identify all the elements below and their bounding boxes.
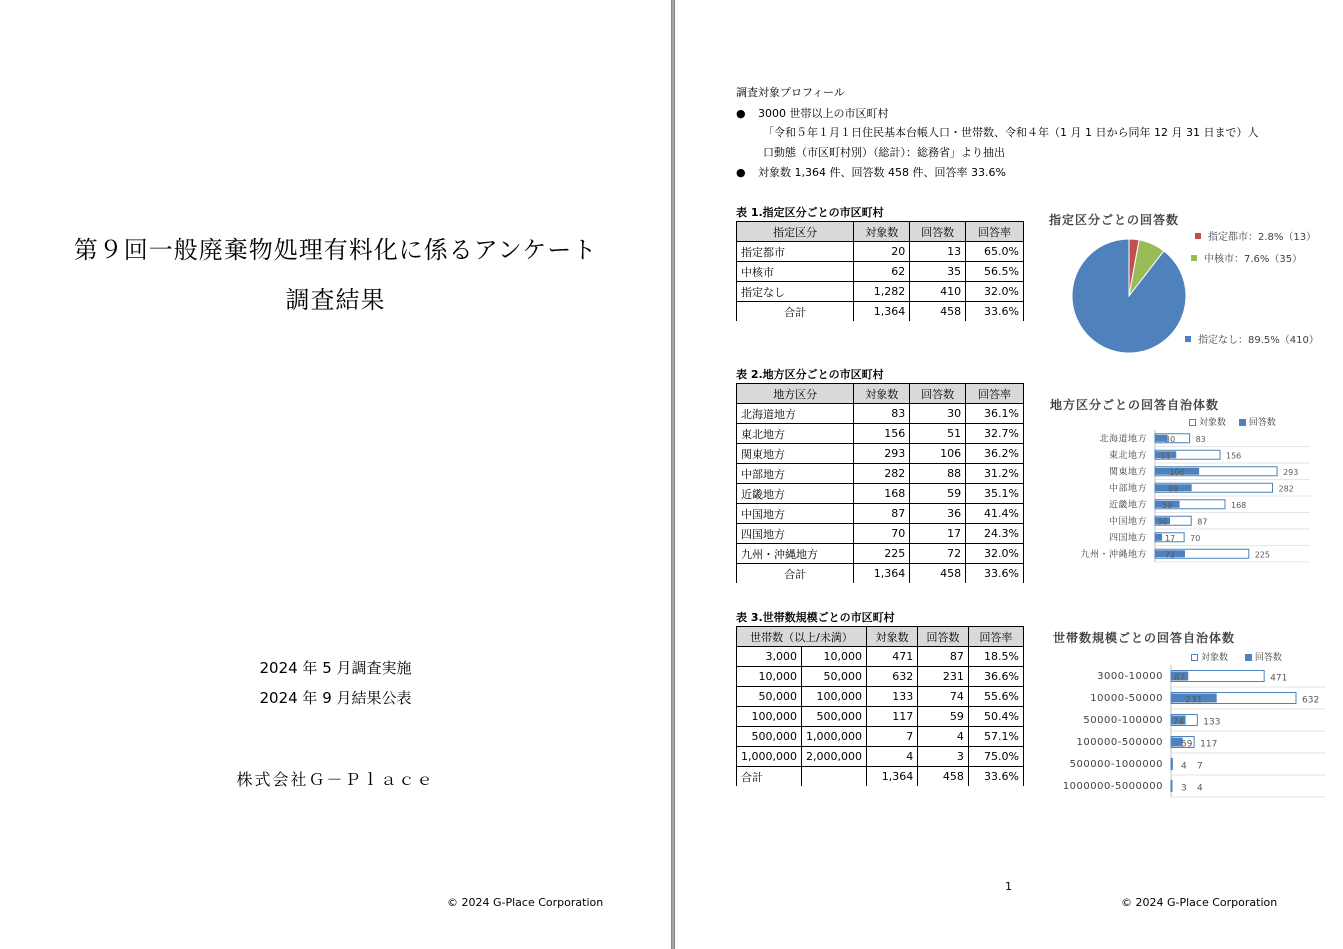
bar-answer-label: 72	[1164, 550, 1176, 560]
chart-category-label: 北海道地方	[1099, 434, 1147, 445]
bar-target-label: 117	[1200, 739, 1218, 750]
table-header: 回答率	[966, 384, 1024, 404]
table-cell: 1,000,000	[801, 727, 866, 747]
chart-category-label: 10000-50000	[1090, 693, 1163, 704]
table-cell: 133	[866, 687, 917, 707]
table-cell: 231	[918, 667, 969, 687]
bar-target-label: 83	[1195, 434, 1206, 444]
table-cell: 4	[918, 727, 969, 747]
table-cell: 1,000,000	[737, 747, 802, 767]
chart-category-label: 中国地方	[1108, 516, 1147, 527]
household-chart-legend	[1191, 650, 1282, 663]
table-cell: 33.6%	[966, 564, 1024, 584]
table-cell: 55.6%	[968, 687, 1023, 707]
table-cell: 56.5%	[966, 262, 1024, 282]
table-cell: 50,000	[801, 667, 866, 687]
bar-target-label: 70	[1190, 533, 1201, 543]
household-bar-chart	[1037, 665, 1337, 801]
pie-chart	[1045, 228, 1340, 363]
table-cell: 北海道地方	[737, 404, 854, 424]
bar-target-label: 87	[1197, 517, 1208, 527]
bar-answer-label: 88	[1168, 484, 1179, 494]
table-cell: 156	[854, 424, 910, 444]
table-cell: 20	[854, 242, 910, 262]
table-cell: 87	[854, 504, 910, 524]
table-header: 対象数	[854, 384, 910, 404]
table-row	[737, 504, 1024, 524]
bar-target-label: 7	[1197, 761, 1203, 772]
table-cell: 4	[866, 747, 917, 767]
table-cell: 50,000	[737, 687, 802, 707]
table-cell: 九州・沖縄地方	[737, 544, 854, 564]
region-chart-legend	[1189, 415, 1276, 428]
bar-answer-label: 231	[1185, 695, 1203, 706]
table2-caption: 表 2.地方区分ごとの市区町村	[736, 368, 884, 381]
legend-target-label: 対象数	[1199, 418, 1227, 428]
bar-answer-label: 3	[1181, 783, 1187, 794]
table-cell: 3,000	[737, 647, 802, 667]
table-cell: 17	[910, 524, 966, 544]
legend-answer-swatch	[1245, 654, 1252, 661]
bar-target-label: 282	[1278, 484, 1294, 494]
profile-source-line1: 「令和５年１月１日住民基本台帳人口・世帯数、令和４年（1 月 1 日から同年 12 月 31 日まで）人	[763, 126, 1259, 139]
table-cell: 3	[918, 747, 969, 767]
table-header: 対象数	[854, 222, 910, 242]
table-header: 指定区分	[737, 222, 854, 242]
table-header-row	[737, 627, 1024, 647]
table-row	[737, 707, 1024, 727]
table-cell: 13	[910, 242, 966, 262]
table-cell: 41.4%	[966, 504, 1024, 524]
bar-answer	[1155, 534, 1162, 541]
bar-answer-label: 4	[1181, 761, 1187, 772]
table-cell: 59	[910, 484, 966, 504]
table-header-row	[737, 384, 1024, 404]
table-cell: 106	[910, 444, 966, 464]
table-row	[737, 647, 1024, 667]
table-cell: 1,364	[854, 564, 910, 584]
table-cell: 74	[918, 687, 969, 707]
table-cell: 中部地方	[737, 464, 854, 484]
bar-answer-label: 74	[1172, 717, 1185, 728]
table-cell: 70	[854, 524, 910, 544]
page-copyright: © 2024 G-Place Corporation	[1121, 896, 1278, 909]
bar-target-label: 4	[1197, 783, 1203, 794]
bullet-icon: ●	[736, 107, 746, 120]
chart-category-label: 中部地方	[1108, 483, 1147, 494]
table-row	[737, 242, 1024, 262]
table-cell: 36	[910, 504, 966, 524]
legend-target-swatch	[1191, 654, 1198, 661]
table-row	[737, 747, 1024, 767]
cover-title-line1: 第９回一般廃棄物処理有料化に係るアンケート	[73, 236, 598, 264]
chart-category-label: 500000-1000000	[1069, 759, 1163, 770]
table-row	[737, 262, 1024, 282]
table-cell: 2,000,000	[801, 747, 866, 767]
table-cell: 指定都市	[737, 242, 854, 262]
region-chart-title: 地方区分ごとの回答自治体数	[1050, 398, 1220, 412]
bar-answer-label: 17	[1165, 533, 1176, 543]
table-header-row	[737, 222, 1024, 242]
profile-bullet-1-text: 3000 世帯以上の市区町村	[758, 107, 889, 120]
table-cell: 30	[910, 404, 966, 424]
legend-answer-label: 回答数	[1254, 653, 1282, 663]
table-cell: 410	[910, 282, 966, 302]
table-cell: 36.6%	[968, 667, 1023, 687]
table-row	[737, 444, 1024, 464]
pie-slice-label: 指定なし：89.5%（410）	[1198, 335, 1319, 346]
table-cell: 33.6%	[966, 302, 1024, 322]
table-cell: 10,000	[737, 667, 802, 687]
profile-bullet-2-text: 対象数 1,364 件、回答数 458 件、回答率 33.6%	[758, 166, 1006, 179]
table-cell: 117	[866, 707, 917, 727]
table-cell: 57.1%	[968, 727, 1023, 747]
cover-title-line2: 調査結果	[285, 286, 386, 314]
chart-category-label: 近畿地方	[1108, 500, 1147, 511]
table-cell	[801, 767, 866, 787]
table-cell: 500,000	[801, 707, 866, 727]
page-number: 1	[1005, 880, 1012, 893]
bar-answer-label: 106	[1169, 467, 1185, 477]
pie-legend-swatch	[1195, 233, 1201, 239]
bar-target-label: 293	[1283, 467, 1299, 477]
table-cell: 35.1%	[966, 484, 1024, 504]
table-cell: 282	[854, 464, 910, 484]
table-cell: 50.4%	[968, 707, 1023, 727]
table-cell: 7	[866, 727, 917, 747]
chart-category-label: 関東地方	[1108, 467, 1147, 478]
results-page	[674, 0, 1343, 949]
table-cell: 88	[910, 464, 966, 484]
bar-target-label: 156	[1226, 451, 1242, 461]
pie-chart-title: 指定区分ごとの回答数	[1049, 213, 1180, 227]
legend-answer-label: 回答数	[1248, 418, 1276, 428]
table-cell: 75.0%	[968, 747, 1023, 767]
bar-answer-label: 30	[1165, 434, 1176, 444]
table-cell: 24.3%	[966, 524, 1024, 544]
table-cell: 471	[866, 647, 917, 667]
table-cell: 100,000	[801, 687, 866, 707]
table-header: 世帯数（以上/未満）	[737, 627, 867, 647]
table-header: 回答数	[918, 627, 969, 647]
table-cell: 中国地方	[737, 504, 854, 524]
region-bar-chart	[1055, 430, 1325, 568]
table-total-row	[737, 302, 1024, 322]
household-chart-title: 世帯数規模ごとの回答自治体数	[1053, 631, 1236, 645]
table-cell: 632	[866, 667, 917, 687]
legend-target-label: 対象数	[1201, 653, 1229, 663]
table-row	[737, 484, 1024, 504]
table-cell: 293	[854, 444, 910, 464]
bar-answer-label: 51	[1160, 451, 1171, 461]
profile-source-line2: 口動態（市区町村別）（総計）：総務省」より抽出	[763, 146, 1005, 159]
legend-target-swatch	[1189, 419, 1196, 426]
bar-answer-label: 36	[1157, 517, 1168, 527]
bullet-icon: ●	[736, 166, 746, 179]
table-cell: 中核市	[737, 262, 854, 282]
table1	[736, 221, 1024, 321]
table-total-row	[737, 564, 1024, 584]
table-row	[737, 424, 1024, 444]
table-cell: 関東地方	[737, 444, 854, 464]
table3	[736, 626, 1024, 786]
table-cell: 1,364	[866, 767, 917, 787]
table-header: 回答率	[968, 627, 1023, 647]
chart-category-label: 3000-10000	[1097, 671, 1163, 682]
table-cell: 合計	[737, 767, 802, 787]
pie-legend-swatch	[1191, 255, 1197, 261]
table-cell: 72	[910, 544, 966, 564]
bar-answer	[1171, 760, 1172, 769]
table-cell: 51	[910, 424, 966, 444]
table-cell: 1,282	[854, 282, 910, 302]
table-row	[737, 524, 1024, 544]
bar-answer-label: 59	[1181, 739, 1193, 750]
table-header: 地方区分	[737, 384, 854, 404]
table-cell: 32.0%	[966, 544, 1024, 564]
pie-slice	[1072, 239, 1186, 353]
table-row	[737, 687, 1024, 707]
table-row	[737, 667, 1024, 687]
table3-caption: 表 3.世帯数規模ごとの市区町村	[736, 611, 895, 624]
table-header: 回答数	[910, 222, 966, 242]
table-cell: 36.2%	[966, 444, 1024, 464]
table-header: 回答数	[910, 384, 966, 404]
table-row	[737, 282, 1024, 302]
table-cell: 東北地方	[737, 424, 854, 444]
table-header: 対象数	[866, 627, 917, 647]
bar-target-label: 471	[1270, 673, 1288, 684]
table-row	[737, 464, 1024, 484]
table-total-row	[737, 767, 1024, 787]
table-cell: 36.1%	[966, 404, 1024, 424]
bar-answer	[1171, 782, 1172, 791]
chart-category-label: 四国地方	[1108, 533, 1147, 544]
table-cell: 458	[910, 564, 966, 584]
pie-slice-label: 中核市：7.6%（35）	[1204, 254, 1303, 265]
table-cell: 500,000	[737, 727, 802, 747]
table-cell: 87	[918, 647, 969, 667]
table-cell: 合計	[737, 564, 854, 584]
table-cell: 168	[854, 484, 910, 504]
table-cell: 33.6%	[968, 767, 1023, 787]
table-row	[737, 544, 1024, 564]
table-header: 回答率	[966, 222, 1024, 242]
table-cell: 35	[910, 262, 966, 282]
cover-copyright: © 2024 G-Place Corporation	[447, 896, 604, 909]
table-cell: 83	[854, 404, 910, 424]
table-cell: 合計	[737, 302, 854, 322]
table-cell: 65.0%	[966, 242, 1024, 262]
table-cell: 31.2%	[966, 464, 1024, 484]
bar-target-label: 168	[1231, 500, 1247, 510]
bar-answer-label: 59	[1162, 500, 1173, 510]
chart-category-label: 東北地方	[1108, 450, 1147, 461]
chart-category-label: 1000000-5000000	[1062, 781, 1163, 792]
table-cell: 225	[854, 544, 910, 564]
table1-caption: 表 1.指定区分ごとの市区町村	[736, 206, 884, 219]
bar-target-label: 225	[1254, 550, 1271, 560]
chart-category-label: 九州・沖縄地方	[1080, 549, 1147, 560]
profile-bullet-2	[736, 164, 1006, 180]
profile-heading: 調査対象プロフィール	[736, 86, 845, 99]
table-cell: 32.0%	[966, 282, 1024, 302]
table-cell: 59	[918, 707, 969, 727]
table-cell: 1,364	[854, 302, 910, 322]
pie-legend-swatch	[1185, 336, 1191, 342]
table-cell: 62	[854, 262, 910, 282]
table-cell: 458	[910, 302, 966, 322]
table-cell: 四国地方	[737, 524, 854, 544]
table-cell: 指定なし	[737, 282, 854, 302]
publish-date: 2024 年 9 月結果公表	[259, 689, 412, 707]
bar-answer-label: 87	[1173, 673, 1186, 684]
table-cell: 18.5%	[968, 647, 1023, 667]
pie-slice-label: 指定都市：2.8%（13）	[1208, 232, 1317, 243]
bar-target-label: 632	[1302, 695, 1320, 706]
bar-target-label: 133	[1203, 717, 1221, 728]
table-cell: 100,000	[737, 707, 802, 727]
table-cell: 458	[918, 767, 969, 787]
chart-category-label: 50000-100000	[1083, 715, 1163, 726]
table2	[736, 383, 1024, 583]
profile-bullet-1	[736, 105, 889, 121]
table-cell: 32.7%	[966, 424, 1024, 444]
company-name: 株式会社Ｇ－Ｐｌａｃｅ	[236, 770, 435, 789]
table-row	[737, 727, 1024, 747]
table-cell: 10,000	[801, 647, 866, 667]
chart-category-label: 100000-500000	[1076, 737, 1163, 748]
table-row	[737, 404, 1024, 424]
survey-date: 2024 年 5 月調査実施	[259, 659, 412, 677]
table-cell: 近畿地方	[737, 484, 854, 504]
legend-answer-swatch	[1239, 419, 1246, 426]
